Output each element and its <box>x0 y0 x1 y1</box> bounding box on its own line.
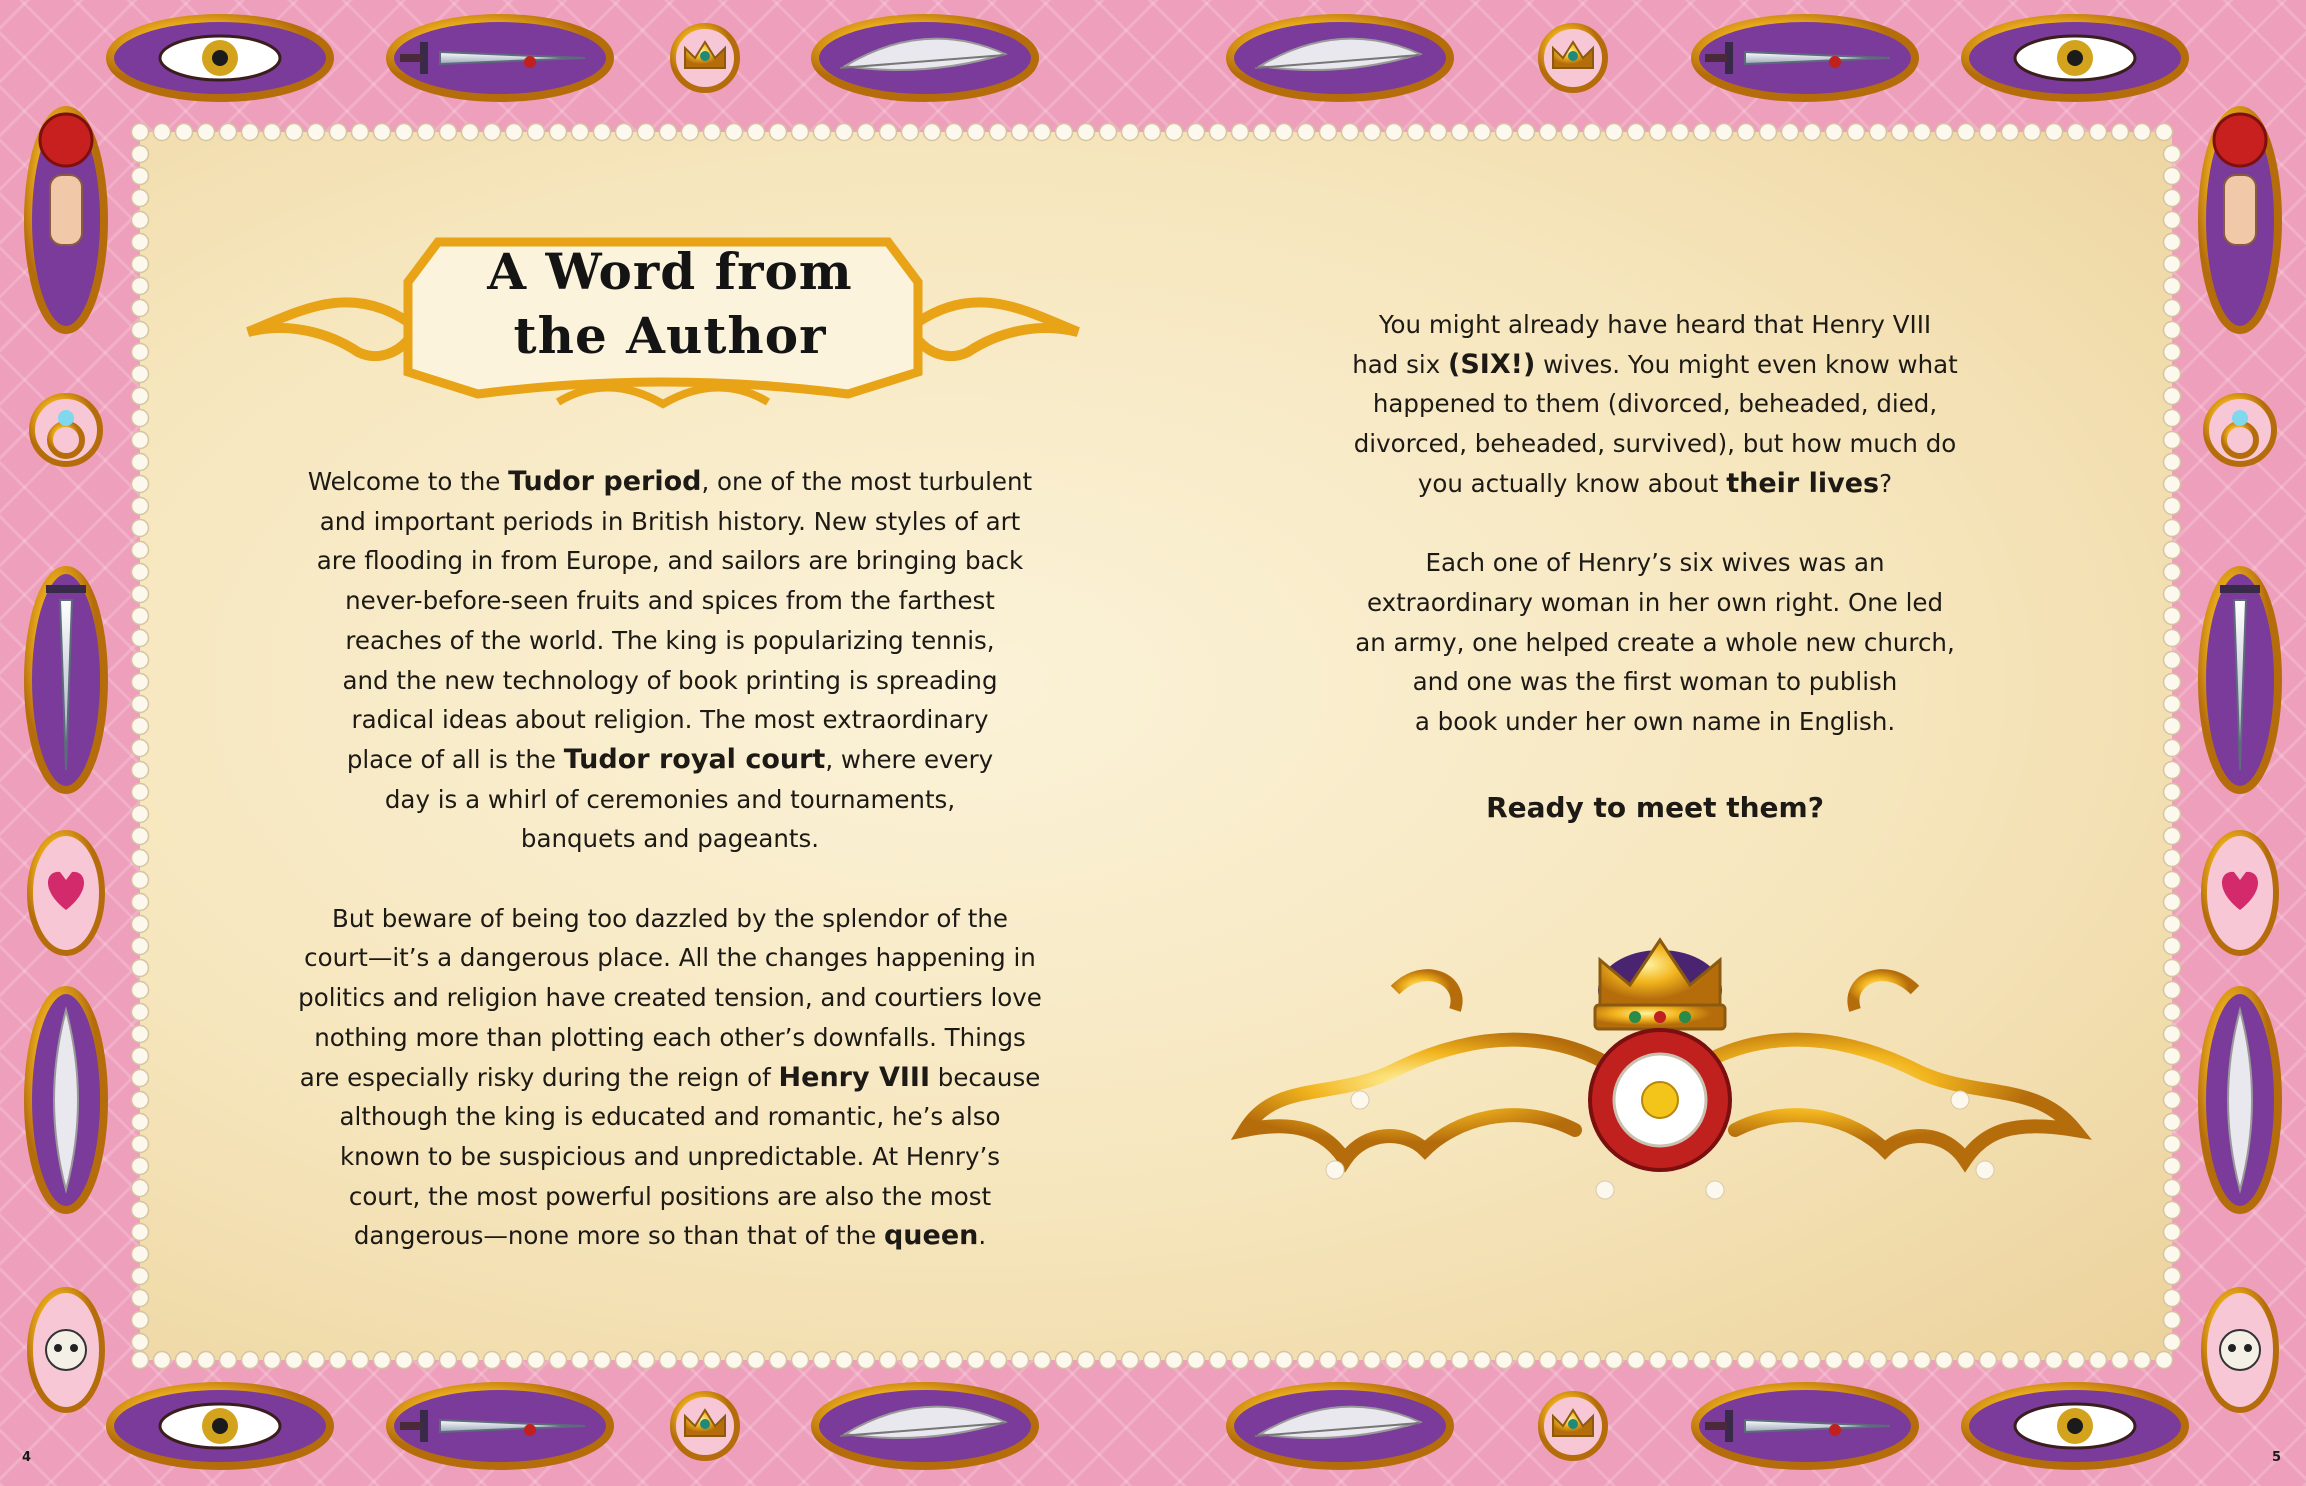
eye-icon <box>110 1386 330 1466</box>
emphasis-text: Henry VIII <box>778 1061 931 1093</box>
eye-icon <box>110 18 330 98</box>
text-run: had six <box>1352 349 1449 379</box>
broken-heart-icon <box>30 833 102 953</box>
text-run: , one of the most turbulent <box>701 467 1033 496</box>
text-run: because <box>930 1062 1041 1092</box>
text-run: banquets and pageants. <box>520 824 820 854</box>
dagger-icon <box>390 1386 610 1466</box>
text-run: never-before-seen fruits and spices from the farthest <box>345 586 995 616</box>
emphasis-text: (SIX!) <box>1448 348 1536 380</box>
feather-icon <box>2202 990 2278 1210</box>
ring-icon <box>2206 396 2274 464</box>
right-column <box>1240 305 2070 781</box>
page-title: A Word from the Author <box>487 242 853 365</box>
text-run: Each one of Henry’s six wives was an <box>1425 548 1885 578</box>
text-run: court, the most powerful positions are also the most <box>348 1181 992 1211</box>
text-run: . <box>978 1221 987 1251</box>
text-run: are especially risky during the reign of <box>299 1062 779 1092</box>
call-to-action: Ready to meet them? <box>1486 791 1824 824</box>
crown-icon <box>673 26 737 90</box>
feather-icon <box>815 18 1035 98</box>
text-run: nothing more than plotting each other’s downfalls. Things <box>314 1022 1026 1052</box>
sword-icon <box>2202 570 2278 790</box>
skull-icon <box>30 1290 102 1410</box>
text-run: extraordinary woman in her own right. One led <box>1366 587 1944 617</box>
text-run: divorced, beheaded, survived), but how much do <box>1353 429 1957 459</box>
page-number-left: 4 <box>22 1450 32 1465</box>
broken-heart-icon <box>2204 833 2276 953</box>
text-run: and the new technology of book printing is spreading <box>342 665 998 695</box>
eye-icon <box>1965 18 2185 98</box>
text-run: radical ideas about religion. The most extraordinary <box>351 705 989 735</box>
text-run: happened to them (divorced, beheaded, died, <box>1372 389 1938 419</box>
emphasis-text: their lives <box>1726 467 1880 499</box>
feather-icon <box>815 1386 1035 1466</box>
crown-icon <box>1541 26 1605 90</box>
text-run: ? <box>1879 468 1893 498</box>
text-run: But beware of being too dazzled by the splendor of the <box>332 903 1008 933</box>
dagger-icon <box>1695 1386 1915 1466</box>
text-run: you actually know about <box>1417 468 1727 498</box>
text-run: day is a whirl of ceremonies and tournaments, <box>384 784 956 814</box>
crown-icon <box>673 1394 737 1458</box>
wives-paragraph <box>1240 305 2070 504</box>
text-run: Welcome to the <box>307 467 509 496</box>
hand-icon <box>2224 175 2256 245</box>
left-column <box>260 462 1080 1296</box>
text-run: and important periods in British history. New styles of art <box>319 506 1021 536</box>
hand-icon <box>50 175 82 245</box>
text-run: known to be suspicious and unpredictable. At Henry’s <box>339 1141 1001 1171</box>
feather-icon <box>1230 18 1450 98</box>
warning-paragraph <box>260 899 1080 1256</box>
text-run: politics and religion have created tension, and courtiers love <box>298 983 1042 1013</box>
text-run: a book under her own name in English. <box>1414 707 1896 737</box>
emphasis-text: queen <box>883 1220 979 1252</box>
text-run: although the king is educated and romantic, he’s also <box>339 1102 1001 1132</box>
extraordinary-paragraph <box>1240 543 2070 742</box>
skull-icon <box>2204 1290 2276 1410</box>
eye-icon <box>1965 1386 2185 1466</box>
dagger-icon <box>1695 18 1915 98</box>
intro-paragraph <box>260 462 1080 859</box>
emphasis-text: Tudor period <box>508 466 702 497</box>
text-run: and one was the first woman to publish <box>1412 667 1898 697</box>
text-run: are flooding in from Europe, and sailors are bringing back <box>316 546 1024 576</box>
page-number-right: 5 <box>2272 1450 2282 1465</box>
crown-icon <box>1541 1394 1605 1458</box>
dagger-icon <box>390 18 610 98</box>
text-run: wives. You might even know what <box>1535 349 1958 379</box>
sword-icon <box>28 570 104 790</box>
text-run: court—it’s a dangerous place. All the changes happening in <box>304 943 1036 973</box>
feather-icon <box>1230 1386 1450 1466</box>
text-run: dangerous—none more so than that of the <box>353 1221 884 1251</box>
text-run: , where every <box>825 744 994 774</box>
text-run: place of all is the <box>346 744 564 774</box>
tudor-rose-crown-icon <box>1215 900 2105 1240</box>
text-run: reaches of the world. The king is popularizing tennis, <box>345 625 995 655</box>
text-run: You might already have heard that Henry VIII <box>1378 310 1932 339</box>
feather-icon <box>28 990 104 1210</box>
text-run: an army, one helped create a whole new church, <box>1355 627 1955 657</box>
emphasis-text: Tudor royal court <box>563 743 826 775</box>
ring-icon <box>32 396 100 464</box>
